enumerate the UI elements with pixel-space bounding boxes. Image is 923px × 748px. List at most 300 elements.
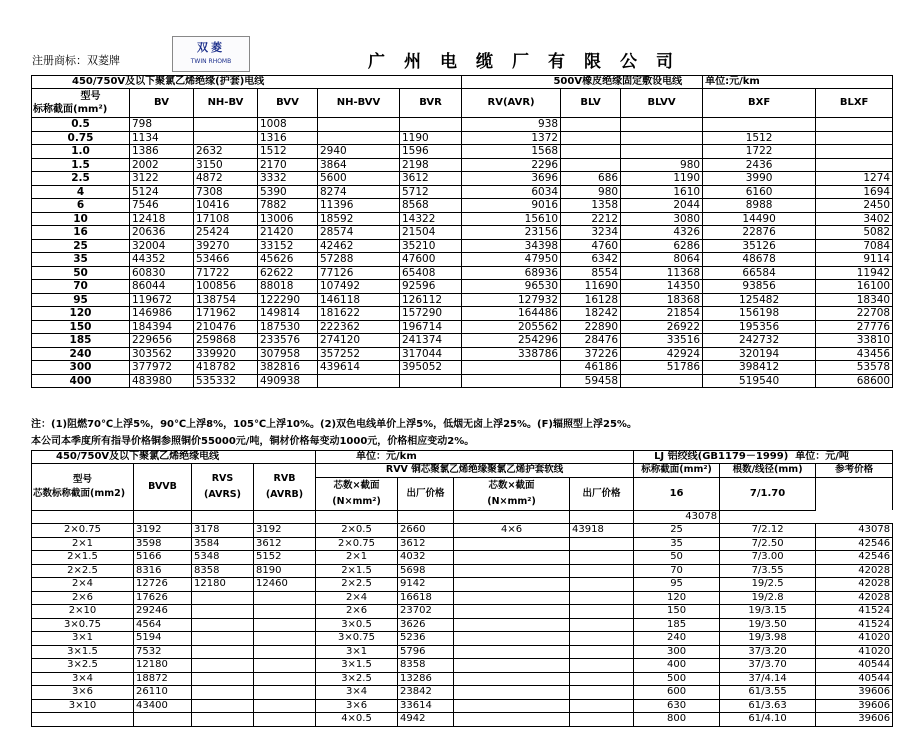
price-cell: 1274 [816, 172, 893, 186]
pvc-wire-price-table [31, 75, 893, 388]
rvs-price-cell: 8358 [192, 564, 254, 578]
rvv-core-cell [454, 672, 570, 686]
lj-first-size: 16 [634, 477, 720, 510]
table-row [32, 713, 893, 727]
size-cell: 35 [32, 253, 130, 267]
lj-strand-cell: 19/3.50 [720, 618, 816, 632]
rvv-core-cell: 2×0.5 [316, 524, 398, 538]
price-cell: 205562 [462, 320, 561, 334]
lj-strand-cell: 7/3.00 [720, 551, 816, 565]
core-size-cell: 2×1.5 [32, 551, 134, 565]
price-cell [621, 131, 703, 145]
price-cell: 1596 [400, 145, 462, 159]
rvs-price-cell: 3584 [192, 537, 254, 551]
note-copper-price: 本公司本季度所有指导价格铜参照铜价55000元/吨，铜材价格每变动1000元，价格相应变动2%。 [31, 436, 475, 447]
price-cell: 20636 [130, 226, 194, 240]
price-cell: 157290 [400, 307, 462, 321]
price-cell: 798 [130, 118, 194, 132]
table2-caption-row [32, 451, 893, 464]
corner-label-size: 标称截面(mm²) [33, 104, 108, 115]
price-cell: 2450 [816, 199, 893, 213]
price-cell: 1190 [621, 172, 703, 186]
rvb-price-cell [254, 618, 316, 632]
bvvb-price-cell: 12180 [134, 659, 192, 673]
size-cell: 185 [32, 334, 130, 348]
price-cell: 5082 [816, 226, 893, 240]
size-cell: 6 [32, 199, 130, 213]
table-row [32, 699, 893, 713]
size-cell: 16 [32, 226, 130, 240]
company-name: 广州电缆厂有限公司 [368, 52, 692, 72]
price-cell: 3612 [400, 172, 462, 186]
lj-caption-title: LJ 铝绞线(GB1179－1999) [654, 451, 789, 462]
column-header: BVV [258, 89, 318, 118]
rvb-label: RVB [273, 472, 296, 484]
rvb-price-cell [254, 713, 316, 727]
price-cell: 28574 [318, 226, 400, 240]
rvv-price-cell: 43918 [570, 524, 634, 538]
price-cell: 1316 [258, 131, 318, 145]
table1-corner-cell [32, 89, 130, 118]
price-cell: 395052 [400, 361, 462, 375]
rvv-core-cell: 3×1 [316, 645, 398, 659]
price-cell: 28476 [561, 334, 621, 348]
column-header: RV(AVR) [462, 89, 561, 118]
rvv-price-cell [570, 591, 634, 605]
core-size-cell [32, 510, 134, 524]
core-size-cell: 2×6 [32, 591, 134, 605]
lj-strand-cell: 7/2.50 [720, 537, 816, 551]
price-cell: 42462 [318, 239, 400, 253]
size-cell: 1.0 [32, 145, 130, 159]
rvv-core-cell: 3×0.75 [316, 632, 398, 646]
rvs-price-cell [192, 699, 254, 713]
lj-size-cell: 150 [634, 605, 720, 619]
price-cell: 100856 [194, 280, 258, 294]
rvv-price-cell [570, 618, 634, 632]
price-cell [816, 131, 893, 145]
core-label: 芯数×截面 [333, 479, 380, 491]
price-cell: 149814 [258, 307, 318, 321]
price-cell: 8274 [318, 185, 400, 199]
lj-strand-cell: 61/3.55 [720, 686, 816, 700]
lj-size-cell: 95 [634, 578, 720, 592]
price-cell: 274120 [318, 334, 400, 348]
corner-label-size: 芯数标称截面(mm2) [33, 487, 126, 499]
price-cell: 42924 [621, 347, 703, 361]
core-size-cell: 3×2.5 [32, 659, 134, 673]
table2-caption-right [634, 451, 893, 464]
price-cell: 22708 [816, 307, 893, 321]
rvs-price-cell [192, 618, 254, 632]
price-cell: 3332 [258, 172, 318, 186]
bvvb-price-cell: 8316 [134, 564, 192, 578]
rvv-core-cell [454, 605, 570, 619]
price-cell: 195356 [703, 320, 816, 334]
rvv-core-cell [454, 618, 570, 632]
rvs-price-cell [192, 605, 254, 619]
lj-price-cell: 42028 [816, 564, 893, 578]
price-cell: 3864 [318, 158, 400, 172]
bvvb-price-cell: 7532 [134, 645, 192, 659]
table-row [32, 578, 893, 592]
price-cell: 5124 [130, 185, 194, 199]
rvv-core-cell: 3×1.5 [316, 659, 398, 673]
table-row [32, 632, 893, 646]
rvv-price-cell: 9142 [398, 578, 454, 592]
lj-price-cell: 41020 [816, 645, 893, 659]
size-cell: 50 [32, 266, 130, 280]
rvv-core-cell [454, 510, 570, 524]
table-row [32, 239, 893, 253]
lj-strand-cell: 37/3.20 [720, 645, 816, 659]
table1-caption-row [32, 76, 893, 89]
column-header-price-2: 出厂价格 [570, 477, 634, 510]
price-cell: 317044 [400, 347, 462, 361]
price-cell: 11368 [621, 266, 703, 280]
table2-caption-left: 450/750V及以下聚氯乙烯绝缘电线 [32, 451, 316, 464]
price-cell: 490938 [258, 374, 318, 388]
size-cell: 0.75 [32, 131, 130, 145]
rvv-price-cell: 3626 [398, 618, 454, 632]
rvv-core-cell: 2×2.5 [316, 578, 398, 592]
rvb-price-cell: 3192 [254, 524, 316, 538]
price-cell: 21504 [400, 226, 462, 240]
price-cell: 4326 [621, 226, 703, 240]
price-cell: 2940 [318, 145, 400, 159]
size-cell: 0.5 [32, 118, 130, 132]
rvs-price-cell: 3178 [192, 524, 254, 538]
price-cell [561, 145, 621, 159]
price-cell: 23156 [462, 226, 561, 240]
price-cell: 34398 [462, 239, 561, 253]
price-cell: 7882 [258, 199, 318, 213]
price-cell: 259868 [194, 334, 258, 348]
lj-strand-cell: 37/3.70 [720, 659, 816, 673]
price-cell: 222362 [318, 320, 400, 334]
rvv-price-cell: 5698 [398, 564, 454, 578]
rvv-price-cell: 13286 [398, 672, 454, 686]
price-cell [703, 118, 816, 132]
price-cell: 439614 [318, 361, 400, 375]
logo-chinese-text: 双菱 [197, 41, 225, 54]
rvv-core-cell [454, 632, 570, 646]
core-size-cell: 3×0.75 [32, 618, 134, 632]
column-header-core-2 [454, 477, 570, 510]
core-unit: (N×mm²) [332, 495, 381, 507]
table-row [32, 118, 893, 132]
price-cell: 32004 [130, 239, 194, 253]
lj-price-cell: 43078 [816, 524, 893, 538]
lj-price-cell: 42028 [816, 591, 893, 605]
price-cell: 27776 [816, 320, 893, 334]
price-cell: 210476 [194, 320, 258, 334]
rvv-price-cell [570, 578, 634, 592]
lj-size-cell: 400 [634, 659, 720, 673]
price-cell [561, 158, 621, 172]
rvv-core-cell: 3×0.5 [316, 618, 398, 632]
rvs-price-cell [192, 510, 254, 524]
price-cell: 196714 [400, 320, 462, 334]
column-header-lj-size: 标称截面(mm²) [634, 464, 720, 478]
core-size-cell [32, 713, 134, 727]
rvv-price-cell [570, 605, 634, 619]
price-cell: 2044 [621, 199, 703, 213]
price-cell: 164486 [462, 307, 561, 321]
price-cell: 138754 [194, 293, 258, 307]
table-row [32, 226, 893, 240]
price-cell: 3122 [130, 172, 194, 186]
lj-size-cell: 500 [634, 672, 720, 686]
table-row [32, 172, 893, 186]
avrb-label: (AVRB) [265, 488, 304, 500]
rvs-price-cell [192, 659, 254, 673]
rvv-core-cell: 2×1.5 [316, 564, 398, 578]
price-cell [816, 158, 893, 172]
core-label: 芯数×截面 [488, 479, 535, 491]
price-cell: 65408 [400, 266, 462, 280]
price-cell: 16100 [816, 280, 893, 294]
lj-strand-cell: 61/3.63 [720, 699, 816, 713]
table1-caption-left: 450/750V及以下聚氯乙烯绝缘(护套)电线 [32, 76, 462, 89]
size-cell: 120 [32, 307, 130, 321]
rvv-price-cell [570, 510, 634, 524]
price-cell: 33810 [816, 334, 893, 348]
price-cell: 33516 [621, 334, 703, 348]
price-cell: 8064 [621, 253, 703, 267]
price-cell: 53578 [816, 361, 893, 375]
price-cell: 96530 [462, 280, 561, 294]
table-row [32, 591, 893, 605]
table-row [32, 672, 893, 686]
table-row [32, 212, 893, 226]
rvv-core-cell [454, 713, 570, 727]
rvv-price-cell [398, 510, 454, 524]
price-cell: 68936 [462, 266, 561, 280]
rvv-price-cell [570, 537, 634, 551]
rvb-price-cell [254, 672, 316, 686]
rvs-price-cell [192, 645, 254, 659]
price-cell [462, 374, 561, 388]
price-cell [318, 374, 400, 388]
rvv-core-cell [454, 578, 570, 592]
lj-size-cell: 300 [634, 645, 720, 659]
price-cell: 7308 [194, 185, 258, 199]
price-cell: 1008 [258, 118, 318, 132]
price-cell: 47950 [462, 253, 561, 267]
price-cell: 1358 [561, 199, 621, 213]
price-cell: 2002 [130, 158, 194, 172]
price-cell: 2296 [462, 158, 561, 172]
rvv-price-cell: 3612 [398, 537, 454, 551]
rvv-price-cell [570, 564, 634, 578]
price-cell: 7546 [130, 199, 194, 213]
rvv-core-cell: 3×2.5 [316, 672, 398, 686]
core-size-cell: 2×2.5 [32, 564, 134, 578]
rvv-price-cell [570, 672, 634, 686]
price-cell: 1694 [816, 185, 893, 199]
price-cell: 156198 [703, 307, 816, 321]
bvvb-price-cell: 4564 [134, 618, 192, 632]
column-header: BVR [400, 89, 462, 118]
price-cell: 48678 [703, 253, 816, 267]
column-header-lj-price: 参考价格 [816, 464, 893, 478]
table2-caption-unit: 单位：元/km [316, 451, 634, 464]
price-cell: 483980 [130, 374, 194, 388]
rvs-price-cell: 5348 [192, 551, 254, 565]
rvs-price-cell [192, 632, 254, 646]
table-row [32, 659, 893, 673]
price-cell [318, 131, 400, 145]
lj-size-cell: 630 [634, 699, 720, 713]
price-cell: 6160 [703, 185, 816, 199]
price-cell: 14322 [400, 212, 462, 226]
price-cell [561, 118, 621, 132]
table-row [32, 605, 893, 619]
rvv-core-cell [454, 686, 570, 700]
column-header-rvs [192, 464, 254, 511]
rvv-core-cell: 4×0.5 [316, 713, 398, 727]
price-cell: 146118 [318, 293, 400, 307]
price-cell: 357252 [318, 347, 400, 361]
column-header-core-1 [316, 477, 398, 510]
column-header: NH-BV [194, 89, 258, 118]
price-cell: 35126 [703, 239, 816, 253]
price-cell: 21854 [621, 307, 703, 321]
price-cell: 6342 [561, 253, 621, 267]
price-cell [816, 145, 893, 159]
price-cell [816, 118, 893, 132]
table-row [32, 524, 893, 538]
price-cell [621, 374, 703, 388]
price-cell: 18242 [561, 307, 621, 321]
table-row [32, 645, 893, 659]
rvb-price-cell [254, 591, 316, 605]
column-header: BLXF [816, 89, 893, 118]
column-header-rvb [254, 464, 316, 511]
core-size-cell: 2×10 [32, 605, 134, 619]
size-cell: 95 [32, 293, 130, 307]
rvb-price-cell [254, 699, 316, 713]
rvs-price-cell [192, 672, 254, 686]
rvb-price-cell [254, 659, 316, 673]
rvb-price-cell: 8190 [254, 564, 316, 578]
rvb-price-cell: 3612 [254, 537, 316, 551]
lj-size-cell: 800 [634, 713, 720, 727]
price-cell: 25424 [194, 226, 258, 240]
lj-first-strand: 7/1.70 [720, 477, 816, 510]
lj-price-cell: 40544 [816, 659, 893, 673]
rvb-price-cell: 5152 [254, 551, 316, 565]
price-cell: 377972 [130, 361, 194, 375]
price-cell: 18592 [318, 212, 400, 226]
bvvb-price-cell: 12726 [134, 578, 192, 592]
lj-size-cell: 120 [634, 591, 720, 605]
rvv-section-title: RVV 铜芯聚氯乙烯绝缘聚氯乙烯护套软线 [316, 464, 634, 478]
price-cell: 5390 [258, 185, 318, 199]
price-cell: 9016 [462, 199, 561, 213]
rvv-price-cell: 2660 [398, 524, 454, 538]
rvv-core-cell: 4×6 [454, 524, 570, 538]
table-row [32, 618, 893, 632]
lj-price-cell: 41524 [816, 605, 893, 619]
price-cell: 146986 [130, 307, 194, 321]
table2-corner-cell [32, 464, 134, 511]
price-cell: 125482 [703, 293, 816, 307]
price-cell: 57288 [318, 253, 400, 267]
price-cell: 77126 [318, 266, 400, 280]
lj-size-cell: 50 [634, 551, 720, 565]
lj-price-cell: 42028 [816, 578, 893, 592]
table1-body [32, 118, 893, 388]
rvv-core-cell: 2×4 [316, 591, 398, 605]
rvb-price-cell [254, 645, 316, 659]
rvs-price-cell [192, 686, 254, 700]
table-row [32, 564, 893, 578]
rvv-price-cell [570, 659, 634, 673]
price-cell: 5712 [400, 185, 462, 199]
table-row [32, 253, 893, 267]
price-cell: 6286 [621, 239, 703, 253]
rvv-price-cell: 23702 [398, 605, 454, 619]
rvv-price-cell: 23842 [398, 686, 454, 700]
price-notes [31, 416, 892, 450]
price-cell: 2436 [703, 158, 816, 172]
price-cell: 229656 [130, 334, 194, 348]
price-cell: 3150 [194, 158, 258, 172]
rvb-price-cell [254, 632, 316, 646]
price-cell: 33152 [258, 239, 318, 253]
rvv-core-cell [454, 564, 570, 578]
price-cell: 184394 [130, 320, 194, 334]
price-cell: 21420 [258, 226, 318, 240]
rvv-price-cell: 33614 [398, 699, 454, 713]
table1-caption-unit: 单位:元/km [703, 76, 893, 89]
table-row [32, 361, 893, 375]
corner-label-model: 型号 [73, 473, 93, 485]
price-cell: 39270 [194, 239, 258, 253]
price-cell: 17108 [194, 212, 258, 226]
logo-english-text: TWIN RHOMB [190, 58, 232, 65]
price-cell: 418782 [194, 361, 258, 375]
price-cell: 171962 [194, 307, 258, 321]
document-header [0, 0, 923, 84]
rvs-price-cell [192, 713, 254, 727]
lj-strand-cell: 19/3.15 [720, 605, 816, 619]
price-cell: 8554 [561, 266, 621, 280]
rvv-price-cell: 4032 [398, 551, 454, 565]
table1-header-row [32, 89, 893, 118]
rvv-price-cell [570, 713, 634, 727]
price-cell: 241374 [400, 334, 462, 348]
rvv-core-cell: 3×4 [316, 686, 398, 700]
price-cell: 4760 [561, 239, 621, 253]
price-cell: 519540 [703, 374, 816, 388]
price-cell: 1512 [258, 145, 318, 159]
table-row [32, 131, 893, 145]
price-cell: 8568 [400, 199, 462, 213]
price-cell: 14350 [621, 280, 703, 294]
size-cell: 150 [32, 320, 130, 334]
table-row [32, 510, 893, 524]
price-cell: 107492 [318, 280, 400, 294]
price-cell: 1134 [130, 131, 194, 145]
table-row [32, 334, 893, 348]
core-size-cell: 3×4 [32, 672, 134, 686]
price-cell: 37226 [561, 347, 621, 361]
price-cell: 3080 [621, 212, 703, 226]
bvvb-price-cell [134, 713, 192, 727]
